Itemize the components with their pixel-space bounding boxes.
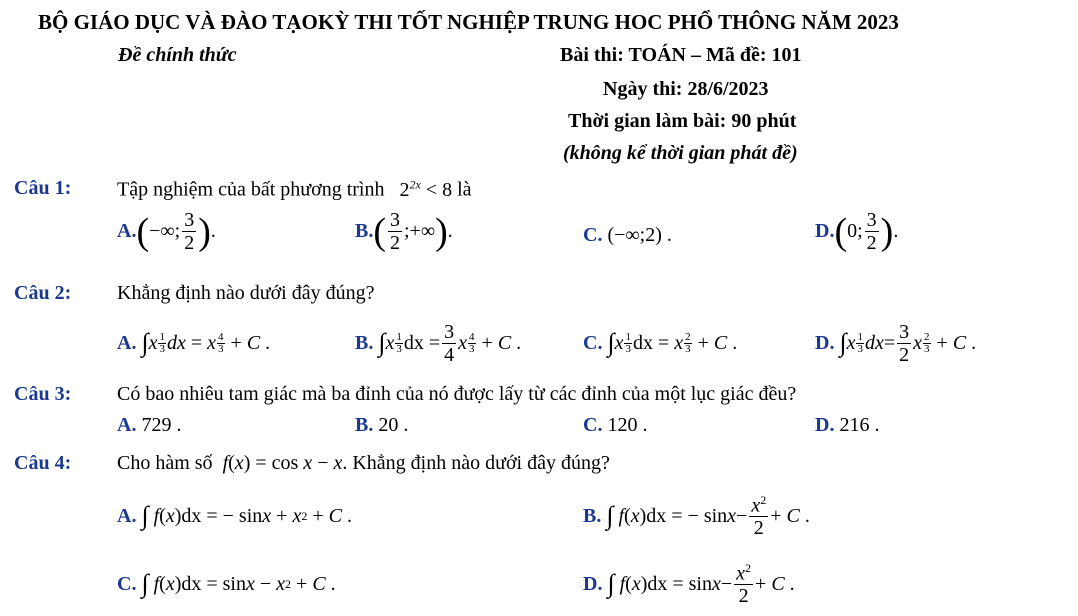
exam-title: KỲ THI TỐT NGHIỆP TRUNG HOC PHỔ THÔNG NĂM 2023 (318, 10, 899, 34)
question-4-stem: Cho hàm số (117, 452, 213, 474)
q1-option-c[interactable]: C. (−∞;2) . (583, 224, 672, 246)
q4-option-b[interactable]: B. ∫ f ( x )dx = − sin x − $\frac{x^2}{2}$ + C . (583, 492, 810, 540)
q2-option-c-label: C. (583, 331, 603, 354)
official-label: Đề chính thức (118, 44, 237, 66)
q2-option-a[interactable]: A. ∫ x 1 3 dx = x 4 3 + C . (117, 328, 271, 357)
q3-option-c-value: 120 . (607, 414, 648, 436)
q3-option-c[interactable] (583, 414, 647, 437)
question-2-label: Câu 2: (14, 282, 72, 304)
q1-option-a-label: A. (117, 220, 137, 242)
q1-option-b[interactable]: B. ( $\frac{3}{2}$ ;+∞ ) . (355, 209, 453, 254)
q4-option-b-label: B. (583, 504, 602, 527)
question-1-text (117, 177, 472, 202)
ministry-title: BỘ GIÁO DỤC VÀ ĐÀO TẠO (38, 10, 318, 34)
q2-option-b-label: B. (355, 331, 374, 354)
question-4-label: Câu 4: (14, 452, 72, 474)
q4-option-a-label: A. (117, 504, 137, 527)
question-4-function: f(x) = cos x − x (222, 452, 343, 474)
q4-option-d[interactable]: D. ∫ f ( x )dx = sin x − $\frac{x^2}{2}$ + C . (583, 560, 795, 608)
subject-code: Bài thi: TOÁN – Mã đề: 101 (560, 44, 802, 66)
q2-option-d-label: D. (815, 331, 835, 354)
q1-option-c-label: C. (583, 224, 603, 246)
q4-option-c[interactable]: C. ∫ f ( x )dx = sin x − x 2 + C . (117, 569, 336, 598)
q4-option-a[interactable]: A. ∫ f ( x )dx = − sin x + x 2 + C . (117, 501, 352, 530)
q3-option-d[interactable] (815, 414, 879, 437)
q3-option-a-label: A. (117, 414, 137, 436)
exam-duration: Thời gian làm bài: 90 phút (568, 110, 797, 132)
q3-option-a[interactable] (117, 414, 181, 437)
exam-date: Ngày thi: 28/6/2023 (603, 78, 769, 100)
q1-option-b-label: B. (355, 220, 374, 242)
q2-option-c[interactable]: C. ∫ x 1 3 dx = x 2 3 + C . (583, 328, 738, 357)
q1-option-d[interactable]: D. ( 0; $\frac{3}{2}$ ) . (815, 209, 899, 254)
q4-option-d-label: D. (583, 572, 603, 595)
q3-option-a-value: 729 . (141, 414, 182, 436)
q3-option-c-label: C. (583, 414, 603, 436)
q2-option-d[interactable]: D. ∫ x 1 3 dx = $\frac{3}{2}$ x 2 3 + C . (815, 320, 977, 366)
question-1-inequality: $2^{2x} < 8$ (389, 177, 453, 201)
question-4-tail: . Khẳng định nào dưới đây đúng? (342, 452, 610, 474)
question-3-text: Có bao nhiêu tam giác mà ba đỉnh của nó được lấy từ các đỉnh của một lục giác đều? (117, 383, 797, 405)
q1-option-a[interactable]: A. ( −∞; $\frac{3}{2}$ ) . (117, 209, 216, 254)
question-3-label: Câu 3: (14, 383, 72, 405)
q3-option-b-value: 20 . (378, 414, 409, 436)
question-1-label: Câu 1: (14, 177, 72, 199)
q2-option-b[interactable]: B. ∫ x 1 3 dx = $\frac{3}{4}$ x 4 3 + C . (355, 320, 522, 366)
question-1-tail: là (457, 178, 472, 201)
q3-option-d-label: D. (815, 414, 835, 436)
q3-option-b-label: B. (355, 414, 374, 436)
q4-option-c-label: C. (117, 572, 137, 595)
question-2-text: Khẳng định nào dưới đây đúng? (117, 282, 375, 304)
question-1-stem: Tập nghiệm của bất phương trình (117, 178, 385, 201)
question-4-text (117, 452, 610, 475)
q2-option-a-label: A. (117, 331, 137, 354)
duration-note: (không kể thời gian phát đề) (563, 142, 798, 164)
q1-option-d-label: D. (815, 220, 835, 242)
q3-option-b[interactable] (355, 414, 408, 437)
q3-option-d-value: 216 . (839, 414, 880, 436)
